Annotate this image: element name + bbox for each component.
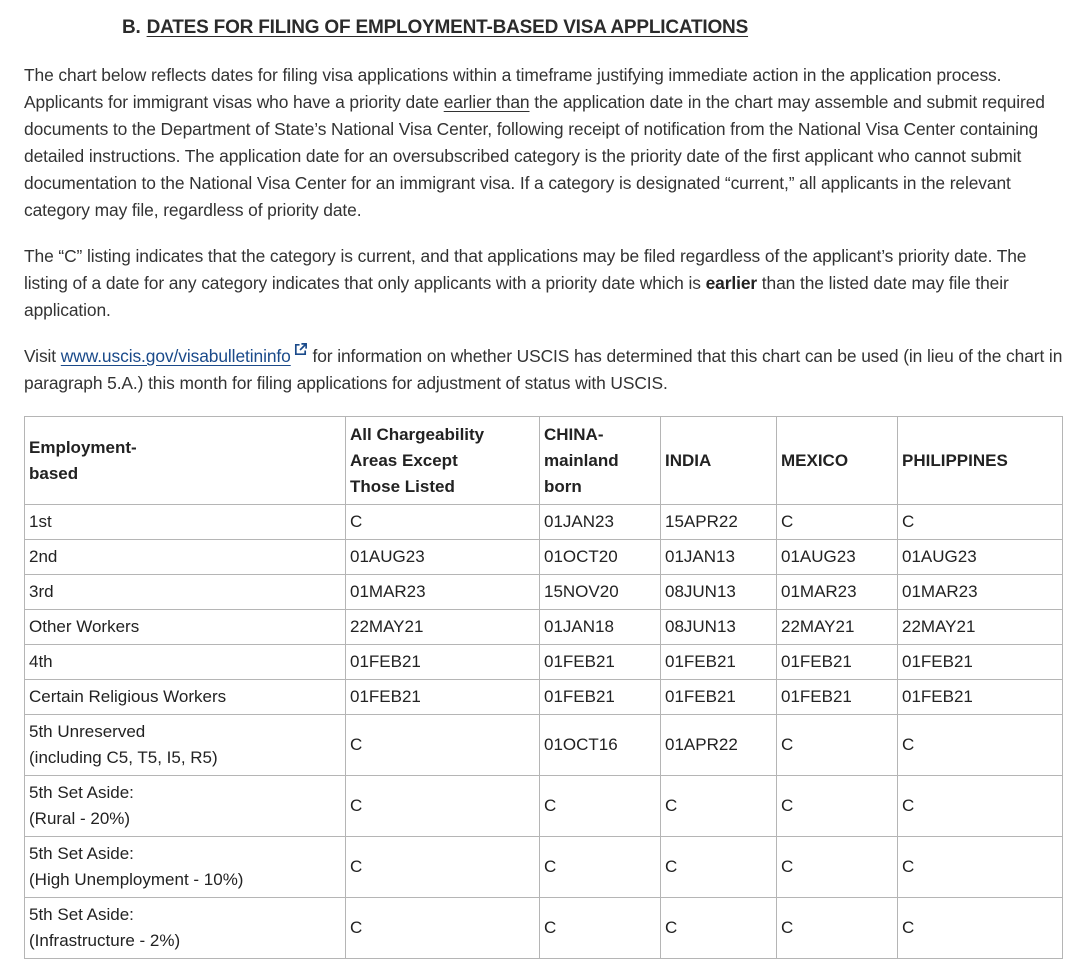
date-cell: C	[346, 837, 540, 898]
date-cell: C	[898, 505, 1063, 540]
current-listing-paragraph	[24, 243, 1064, 324]
column-header	[346, 417, 540, 505]
category-label: 5th Set Aside:	[29, 783, 134, 802]
category-cell	[25, 837, 346, 898]
date-cell: 01FEB21	[346, 645, 540, 680]
date-cell: C	[661, 776, 777, 837]
category-label: 4th	[29, 652, 53, 671]
table-row	[25, 610, 1063, 645]
column-header-line: mainland	[544, 450, 619, 470]
column-header	[777, 417, 898, 505]
section-title: DATES FOR FILING OF EMPLOYMENT-BASED VISA APPLICATIONS	[146, 17, 749, 38]
section-letter: B.	[122, 17, 141, 38]
date-cell: 08JUN13	[661, 575, 777, 610]
category-label: Other Workers	[29, 617, 140, 636]
intro-underlined-text: earlier than	[443, 92, 530, 112]
date-cell: 22MAY21	[346, 610, 540, 645]
uscis-paragraph	[24, 342, 1064, 397]
date-cell: C	[346, 776, 540, 837]
column-header-line: Employment-	[29, 437, 137, 457]
column-header-line: All Chargeability	[350, 424, 485, 444]
uscis-suffix: for information on whether USCIS has determined that this chart can be used (in lieu of the chart in paragraph 5.A.) this month for filing applications for adjustment of status with USCIS.	[24, 346, 1063, 393]
column-header	[661, 417, 777, 505]
table-row	[25, 898, 1063, 959]
table-row	[25, 837, 1063, 898]
category-label: (High Unemployment - 10%)	[29, 870, 244, 889]
current-bold-text: earlier	[705, 273, 758, 293]
table-row	[25, 776, 1063, 837]
date-cell: C	[540, 898, 661, 959]
column-header-line: Areas Except	[350, 450, 458, 470]
column-header-line: PHILIPPINES	[902, 450, 1008, 470]
date-cell: C	[777, 776, 898, 837]
column-header-line: based	[29, 463, 79, 483]
date-cell: C	[540, 837, 661, 898]
table-body	[25, 505, 1063, 959]
date-cell: C	[898, 837, 1063, 898]
category-cell	[25, 610, 346, 645]
column-header	[898, 417, 1063, 505]
date-cell: 01APR22	[661, 715, 777, 776]
table-row	[25, 505, 1063, 540]
date-cell: 08JUN13	[661, 610, 777, 645]
column-header-line: Those Listed	[350, 476, 455, 496]
date-cell: 01FEB21	[661, 680, 777, 715]
date-cell: 01FEB21	[898, 645, 1063, 680]
category-label: 5th Unreserved	[29, 722, 146, 741]
table-row	[25, 645, 1063, 680]
category-cell	[25, 505, 346, 540]
date-cell: 15APR22	[661, 505, 777, 540]
category-label: Certain Religious Workers	[29, 687, 227, 706]
date-cell: 01JAN23	[540, 505, 661, 540]
category-cell	[25, 715, 346, 776]
category-label: 5th Set Aside:	[29, 905, 134, 924]
category-cell	[25, 898, 346, 959]
external-link-icon[interactable]	[293, 342, 308, 357]
intro-text-1: The chart below reflects dates for filing visa applications within a timeframe justifying immediate action in the application process. Applicants for immigrant visas who have a priority date	[24, 65, 1002, 112]
date-cell: C	[898, 715, 1063, 776]
date-cell: 01FEB21	[777, 680, 898, 715]
date-cell: 01AUG23	[346, 540, 540, 575]
date-cell: 01AUG23	[898, 540, 1063, 575]
date-cell: 01OCT20	[540, 540, 661, 575]
date-cell: C	[777, 837, 898, 898]
filing-dates-table	[24, 416, 1063, 959]
date-cell: 01FEB21	[540, 645, 661, 680]
category-label: (Infrastructure - 2%)	[29, 931, 181, 950]
section-heading	[122, 17, 748, 39]
table-row	[25, 680, 1063, 715]
date-cell: C	[898, 898, 1063, 959]
date-cell: 01FEB21	[898, 680, 1063, 715]
date-cell: 22MAY21	[898, 610, 1063, 645]
current-text-1: The “C” listing indicates that the category is current, and that applications may be filed regardless of the applicant’s priority date. The listing of a date for any category indicates that only applicants with a priority date which is	[24, 246, 1027, 293]
date-cell: 15NOV20	[540, 575, 661, 610]
column-header	[25, 417, 346, 505]
category-cell	[25, 540, 346, 575]
category-cell	[25, 575, 346, 610]
table-row	[25, 715, 1063, 776]
uscis-link[interactable]: www.uscis.gov/visabulletininfo	[60, 346, 291, 366]
date-cell: 22MAY21	[777, 610, 898, 645]
date-cell: 01JAN13	[661, 540, 777, 575]
date-cell: C	[540, 776, 661, 837]
date-cell: C	[777, 715, 898, 776]
category-label: 5th Set Aside:	[29, 844, 134, 863]
uscis-prefix: Visit	[24, 346, 61, 366]
column-header-line: born	[544, 476, 582, 496]
column-header-line: INDIA	[665, 450, 712, 470]
category-cell	[25, 680, 346, 715]
date-cell: 01MAR23	[346, 575, 540, 610]
date-cell: 01FEB21	[540, 680, 661, 715]
date-cell: 01FEB21	[777, 645, 898, 680]
date-cell: C	[777, 898, 898, 959]
date-cell: C	[898, 776, 1063, 837]
table-header-row	[25, 417, 1063, 505]
date-cell: C	[661, 837, 777, 898]
date-cell: C	[346, 505, 540, 540]
category-label: 3rd	[29, 582, 54, 601]
category-label: (including C5, T5, I5, R5)	[29, 748, 218, 767]
category-label: (Rural - 20%)	[29, 809, 131, 828]
date-cell: C	[346, 715, 540, 776]
date-cell: 01JAN18	[540, 610, 661, 645]
date-cell: 01OCT16	[540, 715, 661, 776]
intro-text-2: the application date in the chart may assemble and submit required documents to the Department of State’s National Visa Center, following receipt of notification from the National Visa Center containing detailed instructions. The application date for an oversubscribed category is the priority date of the first applicant who cannot submit documentation to the National Visa Center for an immigrant visa. If a category is designated “current,” all applicants in the relevant category may file, regardless of priority date.	[24, 92, 1045, 220]
intro-paragraph	[24, 62, 1064, 224]
date-cell: 01MAR23	[777, 575, 898, 610]
column-header-line: CHINA-	[544, 424, 604, 444]
column-header-line: MEXICO	[781, 450, 849, 470]
date-cell: C	[346, 898, 540, 959]
date-cell: 01FEB21	[346, 680, 540, 715]
date-cell: C	[661, 898, 777, 959]
column-header	[540, 417, 661, 505]
category-cell	[25, 776, 346, 837]
date-cell: 01AUG23	[777, 540, 898, 575]
date-cell: C	[777, 505, 898, 540]
date-cell: 01FEB21	[661, 645, 777, 680]
category-label: 1st	[29, 512, 52, 531]
current-text-2: than the listed date may file their application.	[24, 273, 1009, 320]
table-row	[25, 575, 1063, 610]
category-cell	[25, 645, 346, 680]
table-row	[25, 540, 1063, 575]
date-cell: 01MAR23	[898, 575, 1063, 610]
category-label: 2nd	[29, 547, 58, 566]
